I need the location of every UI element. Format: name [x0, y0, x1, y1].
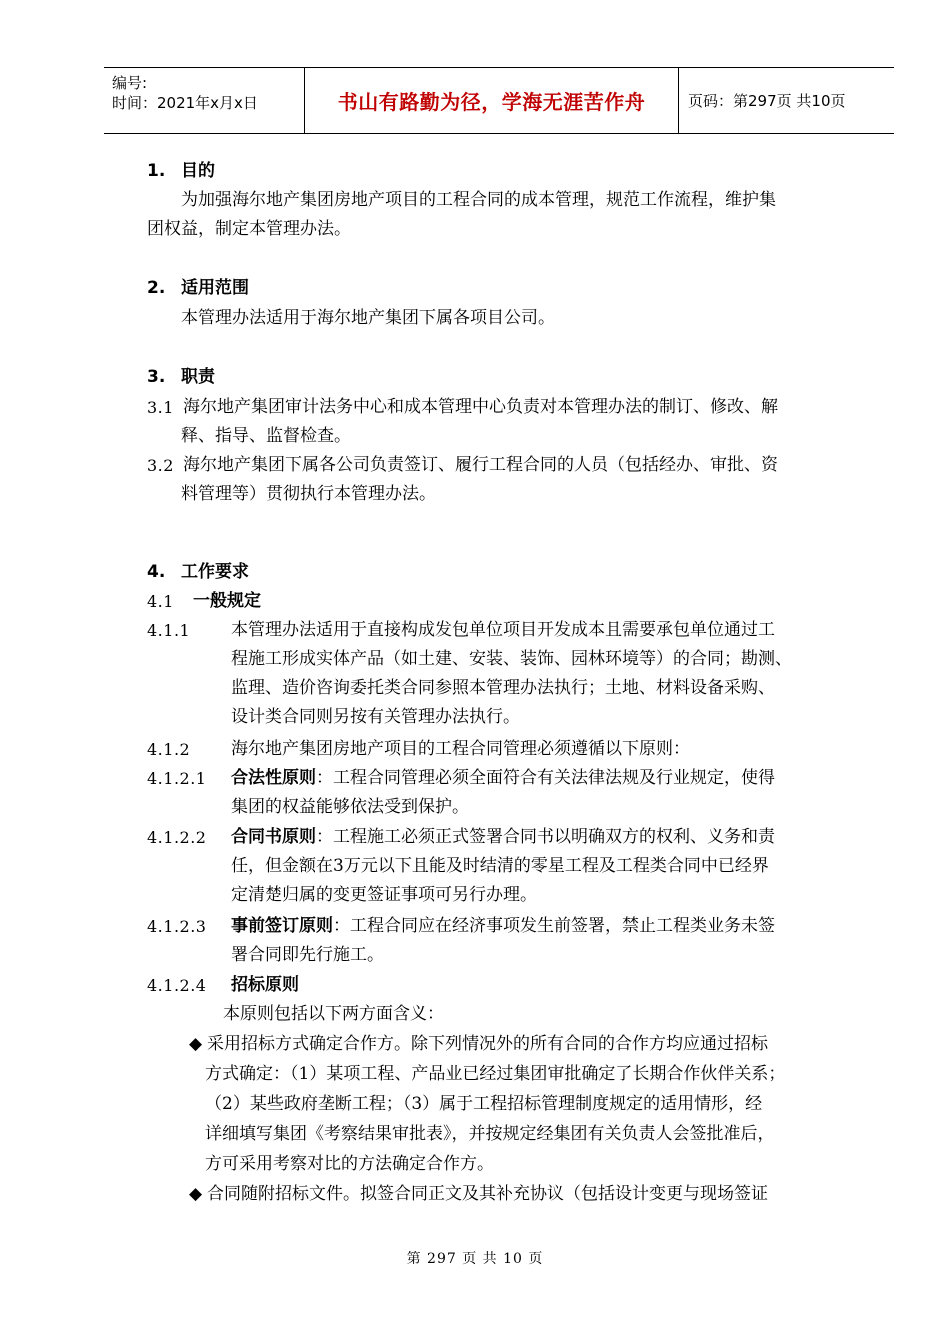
- item-4-1-2-line-1: 海尔地产集团房地产项目的工程合同管理必须遵循以下原则：: [231, 739, 690, 759]
- item-4-1-2-4-number: 4.1.2.4: [147, 976, 207, 995]
- item-4-1-2-2-line-1: [231, 823, 775, 852]
- section-3-number: 3.: [147, 367, 166, 387]
- section-4-title: 工作要求: [181, 562, 249, 582]
- item-3-2-number: 3.2: [147, 456, 174, 475]
- item-4-1-1-line-2: 程施工形成实体产品（如土建、安装、装饰、园林环境等）的合同；勘测、: [231, 649, 792, 669]
- item-4-1-2-1-line-1: [231, 764, 775, 793]
- section-1-line-1: 为加强海尔地产集团房地产项目的工程合同的成本管理，规范工作流程，维护集: [181, 190, 776, 210]
- document-header: [104, 67, 894, 134]
- item-4-1-1-line-3: 监理、造价咨询委托类合同参照本管理办法执行；土地、材料设备采购、: [231, 678, 775, 698]
- section-2-number: 2.: [147, 278, 166, 298]
- code-label: 编号:: [112, 74, 148, 92]
- item-4-1-2-1-number: 4.1.2.1: [147, 769, 207, 788]
- item-3-1-line-2: 释、指导、监督检查。: [181, 426, 351, 446]
- section-4-number: 4.: [147, 562, 166, 582]
- principle-tender-label: 招标原则: [231, 975, 299, 995]
- item-3-1-number: 3.1: [147, 398, 174, 417]
- bullet-2-diamond-icon: ◆: [189, 1184, 203, 1204]
- header-meta-cell: [104, 68, 305, 133]
- subsection-4-1-title: 一般规定: [193, 591, 261, 611]
- section-2-line-1: 本管理办法适用于海尔地产集团下属各项目公司。: [181, 308, 555, 328]
- item-4-1-1-line-1: 本管理办法适用于直接构成发包单位项目开发成本且需要承包单位通过工: [231, 620, 775, 640]
- item-3-2-line-1: 海尔地产集团下属各公司负责签订、履行工程合同的人员（包括经办、审批、资: [183, 455, 778, 475]
- item-4-1-2-3-number: 4.1.2.3: [147, 917, 207, 936]
- principle-contract-label: 合同书原则: [231, 827, 316, 847]
- item-4-1-2-number: 4.1.2: [147, 740, 191, 759]
- item-4-1-2-2-number: 4.1.2.2: [147, 828, 207, 847]
- bullet-1-diamond-icon: ◆: [189, 1034, 203, 1054]
- bullet-1-line-4: 详细填写集团《考察结果审批表》，并按规定经集团有关负责人会签批准后，: [205, 1124, 775, 1144]
- principle-contract-text: ：工程施工必须正式签署合同书以明确双方的权利、义务和责: [316, 827, 775, 847]
- item-4-1-2-2-line-2: 任，但金额在3万元以下且能及时结清的零星工程及工程类合同中已经界: [231, 856, 769, 876]
- item-4-1-2-3-line-1: [231, 912, 775, 941]
- item-3-1-line-1: 海尔地产集团审计法务中心和成本管理中心负责对本管理办法的制订、修改、解: [183, 397, 778, 417]
- principle-advance-text: ：工程合同应在经济事项发生前签署，禁止工程类业务未签: [333, 916, 775, 936]
- principle-advance-label: 事前签订原则: [231, 916, 333, 936]
- time-label: 时间：2021年x月x日: [112, 94, 258, 112]
- section-1-line-2: 团权益，制定本管理办法。: [147, 219, 351, 239]
- item-3-2-line-2: 料管理等）贯彻执行本管理办法。: [181, 484, 436, 504]
- section-3-title: 职责: [181, 367, 215, 387]
- page-info: 页码：第297页 共10页: [688, 92, 846, 110]
- page-footer: 第 297 页 共 10 页: [406, 1251, 544, 1267]
- principle-legality-label: 合法性原则: [231, 768, 316, 788]
- item-4-1-2-4-intro: 本原则包括以下两方面含义：: [223, 1004, 444, 1024]
- item-4-1-2-1-line-2: 集团的权益能够依法受到保护。: [231, 797, 469, 817]
- section-1-number: 1.: [147, 161, 166, 181]
- bullet-1-line-3: （2）某些政府垄断工程；（3）属于工程招标管理制度规定的适用情形，经: [205, 1094, 763, 1114]
- bullet-1-line-1: 采用招标方式确定合作方。除下列情况外的所有合同的合作方均应通过招标: [207, 1034, 768, 1054]
- motto-text: 书山有路勤为径，学海无涯苦作舟: [337, 90, 646, 114]
- bullet-2-line-1: 合同随附招标文件。拟签合同正文及其补充协议（包括设计变更与现场签证: [207, 1184, 768, 1204]
- bullet-1-line-2: 方式确定：（1）某项工程、产品业已经过集团审批确定了长期合作伙伴关系；: [205, 1064, 786, 1084]
- subsection-4-1-number: 4.1: [147, 592, 174, 611]
- item-4-1-2-2-line-3: 定清楚归属的变更签证事项可另行办理。: [231, 885, 537, 905]
- item-4-1-1-number: 4.1.1: [147, 621, 191, 640]
- section-1-title: 目的: [181, 161, 215, 181]
- item-4-1-1-line-4: 设计类合同则另按有关管理办法执行。: [231, 707, 520, 727]
- bullet-1-line-5: 方可采用考察对比的方法确定合作方。: [205, 1154, 494, 1174]
- section-2-title: 适用范围: [181, 278, 249, 298]
- header-motto-cell: [305, 68, 679, 133]
- principle-legality-text: ：工程合同管理必须全面符合有关法律法规及行业规定，使得: [316, 768, 775, 788]
- item-4-1-2-3-line-2: 署合同即先行施工。: [231, 945, 384, 965]
